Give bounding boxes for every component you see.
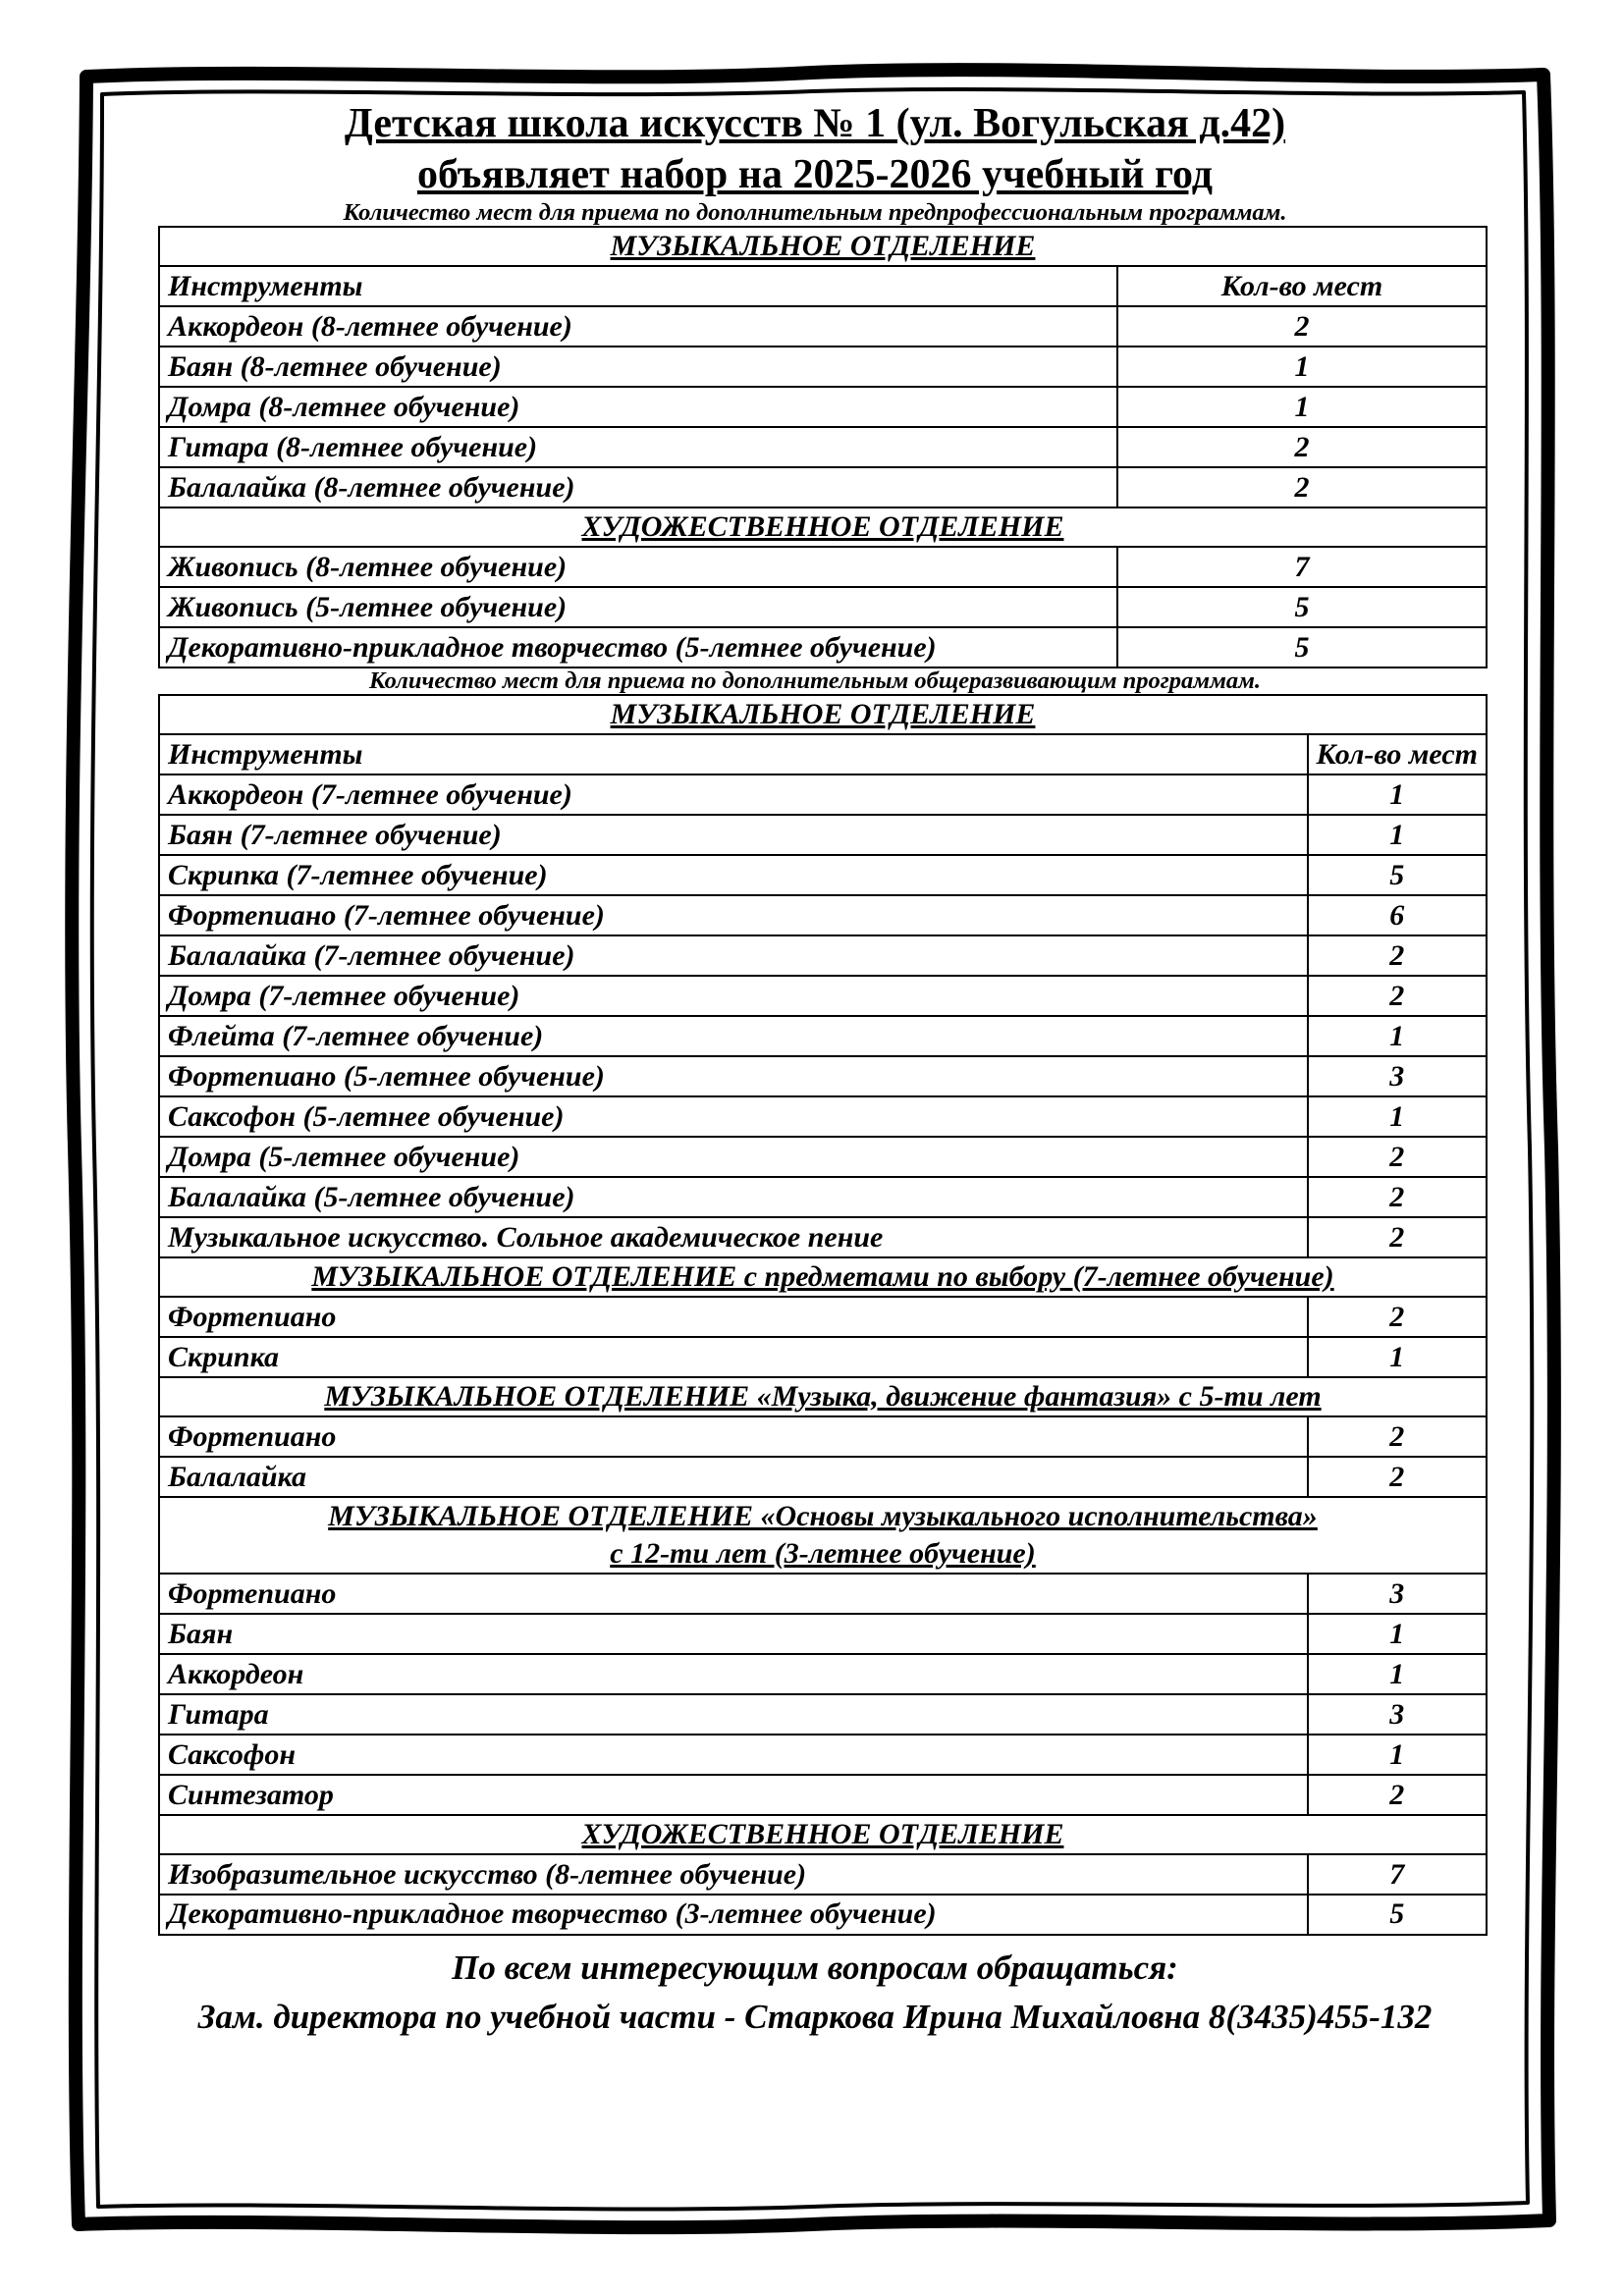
- row-places: 1: [1117, 387, 1487, 427]
- row-name: Саксофон: [159, 1735, 1308, 1775]
- contact-footer: [147, 1944, 1483, 2042]
- row-places: 5: [1117, 587, 1487, 627]
- row-name: Саксофон (5-летнее обучение): [159, 1096, 1308, 1137]
- section1-caption: Количество мест для приема по дополнительным предпрофессиональным программам.: [343, 199, 1287, 226]
- section-header: МУЗЫКАЛЬНОЕ ОТДЕЛЕНИЕ «Музыка, движение фантазия» с 5-ти лет: [159, 1377, 1487, 1416]
- table-row: [159, 627, 1487, 667]
- table-section-header: [159, 695, 1487, 734]
- table-row: [159, 976, 1487, 1016]
- table-row: [159, 1016, 1487, 1056]
- row-name: Изобразительное искусство (8-летнее обучение): [159, 1854, 1308, 1895]
- table-row: [159, 1177, 1487, 1217]
- table-row: [159, 587, 1487, 627]
- table-row: [159, 895, 1487, 935]
- row-name: Балалайка (8-летнее обучение): [159, 467, 1117, 507]
- table-section-header: [159, 1257, 1487, 1297]
- row-name: Аккордеон: [159, 1654, 1308, 1694]
- row-places: 6: [1308, 895, 1487, 935]
- table-row: [159, 1056, 1487, 1096]
- row-places: 2: [1117, 427, 1487, 467]
- row-name: Живопись (5-летнее обучение): [159, 587, 1117, 627]
- row-name: Баян: [159, 1614, 1308, 1654]
- title-line-2: объявляет набор на 2025-2026 учебный год: [416, 152, 1214, 197]
- row-places: 1: [1117, 347, 1487, 387]
- table-row: [159, 1854, 1487, 1895]
- row-places: 2: [1308, 1457, 1487, 1497]
- table-row: [159, 815, 1487, 855]
- section-header: МУЗЫКАЛЬНОЕ ОТДЕЛЕНИЕ: [159, 227, 1487, 266]
- row-places: 1: [1308, 815, 1487, 855]
- table-row: [159, 1337, 1487, 1377]
- table-row: [159, 427, 1487, 467]
- table-row: [159, 1895, 1487, 1935]
- table-row: [159, 467, 1487, 507]
- table-row: [159, 1654, 1487, 1694]
- table-section-header: [159, 507, 1487, 547]
- table-row: [159, 1735, 1487, 1775]
- section-header: МУЗЫКАЛЬНОЕ ОТДЕЛЕНИЕ: [159, 695, 1487, 734]
- table-section-header: [159, 1815, 1487, 1854]
- table-row: [159, 1096, 1487, 1137]
- row-places: 1: [1308, 1614, 1487, 1654]
- title-line-1: Детская школа искусств № 1 (ул. Вогульская д.42): [344, 101, 1286, 146]
- row-name: Домра (8-летнее обучение): [159, 387, 1117, 427]
- general-development-table: [158, 694, 1488, 1936]
- row-name: Балалайка: [159, 1457, 1308, 1497]
- row-places: 2: [1117, 306, 1487, 347]
- row-places: 2: [1308, 1416, 1487, 1457]
- table-row: [159, 387, 1487, 427]
- row-name: Домра (7-летнее обучение): [159, 976, 1308, 1016]
- announcement: [147, 98, 1483, 2042]
- table-row: [159, 1694, 1487, 1735]
- row-places: 1: [1308, 774, 1487, 815]
- row-name: Скрипка (7-летнее обучение): [159, 855, 1308, 895]
- row-name: Балалайка (5-летнее обучение): [159, 1177, 1308, 1217]
- row-name: Фортепиано: [159, 1416, 1308, 1457]
- row-places: 5: [1308, 855, 1487, 895]
- row-name: Флейта (7-летнее обучение): [159, 1016, 1308, 1056]
- row-places: 7: [1117, 547, 1487, 587]
- table-row: [159, 1614, 1487, 1654]
- section-header-line-1: МУЗЫКАЛЬНОЕ ОТДЕЛЕНИЕ «Основы музыкального исполнительства»: [328, 1500, 1318, 1532]
- column-header-instruments: Инструменты: [159, 734, 1308, 774]
- table-section-header: [159, 1497, 1487, 1574]
- row-places: 5: [1117, 627, 1487, 667]
- table-row: [159, 547, 1487, 587]
- row-places: 3: [1308, 1574, 1487, 1614]
- row-places: 2: [1308, 976, 1487, 1016]
- row-name: Гитара: [159, 1694, 1308, 1735]
- row-places: 1: [1308, 1654, 1487, 1694]
- row-places: 3: [1308, 1056, 1487, 1096]
- table-row: [159, 347, 1487, 387]
- row-places: 2: [1117, 467, 1487, 507]
- section-header: [159, 1497, 1487, 1574]
- table-column-headers: [159, 734, 1487, 774]
- section-header: ХУДОЖЕСТВЕННОЕ ОТДЕЛЕНИЕ: [159, 507, 1487, 547]
- row-places: 1: [1308, 1337, 1487, 1377]
- row-name: Домра (5-летнее обучение): [159, 1137, 1308, 1177]
- row-name: Аккордеон (7-летнее обучение): [159, 774, 1308, 815]
- row-places: 2: [1308, 1217, 1487, 1257]
- row-places: 7: [1308, 1854, 1487, 1895]
- row-places: 2: [1308, 1137, 1487, 1177]
- page-title: [147, 98, 1483, 200]
- table-row: [159, 1137, 1487, 1177]
- table-row: [159, 1574, 1487, 1614]
- section2-caption: Количество мест для приема по дополнительным общеразвивающим программам.: [368, 667, 1262, 694]
- row-places: 1: [1308, 1016, 1487, 1056]
- row-name: Скрипка: [159, 1337, 1308, 1377]
- row-name: Аккордеон (8-летнее обучение): [159, 306, 1117, 347]
- table-row: [159, 1457, 1487, 1497]
- table-row: [159, 306, 1487, 347]
- table-section-header: [159, 227, 1487, 266]
- row-name: Гитара (8-летнее обучение): [159, 427, 1117, 467]
- table-row: [159, 1775, 1487, 1815]
- row-places: 1: [1308, 1735, 1487, 1775]
- table-row: [159, 1217, 1487, 1257]
- table-row: [159, 774, 1487, 815]
- row-places: 2: [1308, 935, 1487, 976]
- column-header-places: Кол-во мест: [1308, 734, 1487, 774]
- column-header-instruments: Инструменты: [159, 266, 1117, 306]
- row-name: Синтезатор: [159, 1775, 1308, 1815]
- row-places: 2: [1308, 1297, 1487, 1337]
- section-header: ХУДОЖЕСТВЕННОЕ ОТДЕЛЕНИЕ: [159, 1815, 1487, 1854]
- section-header: МУЗЫКАЛЬНОЕ ОТДЕЛЕНИЕ с предметами по выбору (7-летнее обучение): [159, 1257, 1487, 1297]
- row-places: 1: [1308, 1096, 1487, 1137]
- row-name: Баян (7-летнее обучение): [159, 815, 1308, 855]
- row-name: Фортепиано (5-летнее обучение): [159, 1056, 1308, 1096]
- contact-intro: По всем интересующим вопросам обращаться:: [452, 1949, 1178, 1987]
- contact-person: Зам. директора по учебной части - Старкова Ирина Михайловна 8(3435)455-132: [197, 1998, 1433, 2036]
- table-row: [159, 855, 1487, 895]
- section-header-line-2: с 12-ти лет (3-летнее обучение): [610, 1537, 1036, 1570]
- row-name: Декоративно-прикладное творчество (3-летнее обучение): [159, 1895, 1308, 1935]
- row-name: Фортепиано: [159, 1574, 1308, 1614]
- row-places: 2: [1308, 1177, 1487, 1217]
- row-name: Балалайка (7-летнее обучение): [159, 935, 1308, 976]
- row-name: Музыкальное искусство. Сольное академическое пение: [159, 1217, 1308, 1257]
- row-name: Декоративно-прикладное творчество (5-летнее обучение): [159, 627, 1117, 667]
- table-row: [159, 935, 1487, 976]
- preprofessional-table: [158, 226, 1488, 668]
- row-name: Фортепиано (7-летнее обучение): [159, 895, 1308, 935]
- row-places: 5: [1308, 1895, 1487, 1935]
- table-row: [159, 1297, 1487, 1337]
- table-column-headers: [159, 266, 1487, 306]
- column-header-places: Кол-во мест: [1117, 266, 1487, 306]
- table-section-header: [159, 1377, 1487, 1416]
- row-name: Фортепиано: [159, 1297, 1308, 1337]
- row-places: 3: [1308, 1694, 1487, 1735]
- table-row: [159, 1416, 1487, 1457]
- row-name: Баян (8-летнее обучение): [159, 347, 1117, 387]
- row-name: Живопись (8-летнее обучение): [159, 547, 1117, 587]
- row-places: 2: [1308, 1775, 1487, 1815]
